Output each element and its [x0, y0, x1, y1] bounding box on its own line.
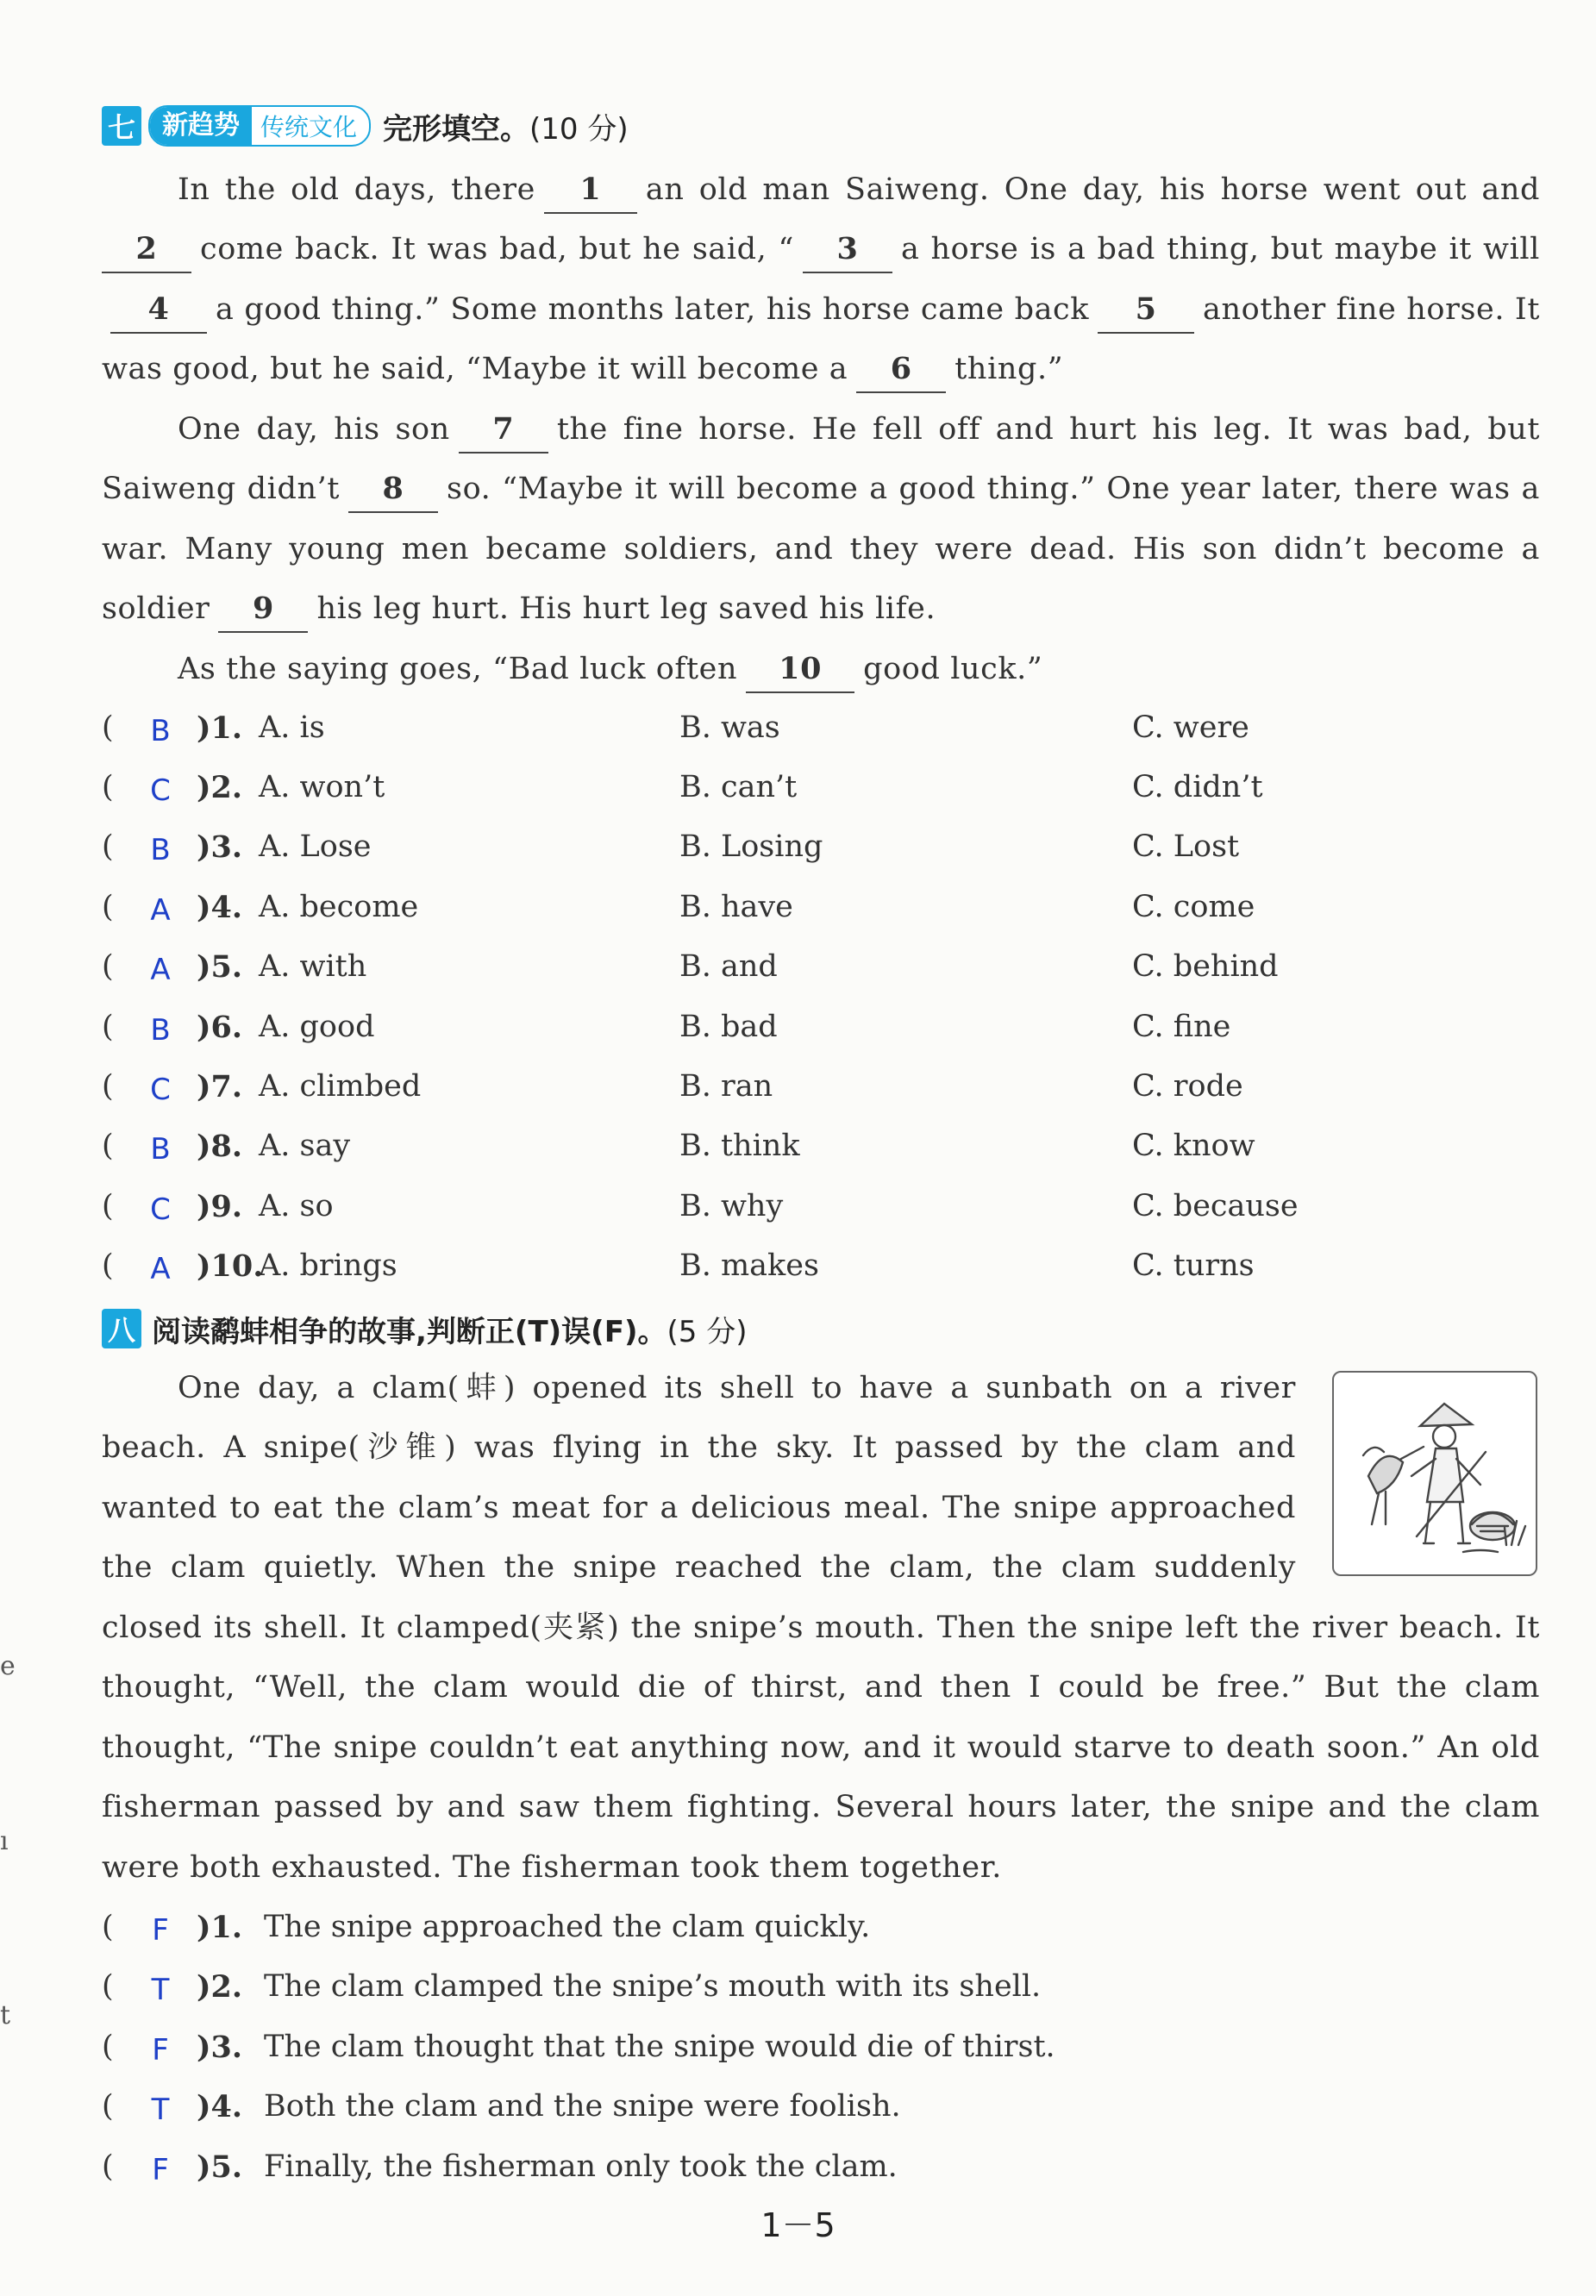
fisherman-illustration	[1332, 1371, 1537, 1576]
statement-number: )3.	[197, 2030, 243, 2065]
trend-sub-label: 传统文化	[260, 113, 358, 141]
choice-row: ( C )2. A. won’t B. can’t C. didn’t	[102, 758, 1550, 817]
cloze-text: good luck.”	[863, 652, 1043, 686]
reading-passage-rest: closed its shell. It clamped(夹紧) the snipe’s mouth. Then the snipe left the river beach. It thought, “Well, the clam would die of thirst, and then I could be free.” But the clam thought, “The snipe couldn’t eat anything now, and it would starve to death soon.” An old fisherman passed by and saw them fighting. Several hours later, the snipe and the clam were both exhausted. The fisherman took them together.	[102, 1611, 1540, 1885]
answer-mark: C	[150, 1192, 171, 1227]
fisherman-drawing-icon	[1334, 1373, 1536, 1574]
edge-fragment: t	[0, 2000, 11, 2030]
option-a: A. good	[259, 1010, 375, 1044]
edge-fragment: ı	[0, 1826, 9, 1856]
answer-mark: C	[150, 1073, 171, 1107]
answer-mark: B	[150, 1013, 171, 1048]
choice-row: ( B )6. A. good B. bad C. fine	[102, 998, 1550, 1057]
option-a: A. with	[259, 949, 367, 984]
page-number: 1－5	[760, 2206, 836, 2244]
answer-mark: B	[150, 833, 171, 867]
cloze-text: an old man Saiweng. One day, his horse went out and	[645, 172, 1540, 207]
blank-1: 1	[544, 167, 637, 214]
blank-3: 3	[803, 227, 892, 273]
question-number: )4.	[197, 890, 243, 925]
choice-row: ( A )5. A. with B. and C. behind	[102, 937, 1550, 997]
statement-text: Both the clam and the snipe were foolish.	[264, 2089, 901, 2124]
answer-mark: A	[150, 893, 171, 928]
trend-tag	[148, 105, 371, 147]
choice-row: ( C )9. A. so B. why C. because	[102, 1177, 1550, 1236]
blank-10: 10	[746, 647, 854, 693]
answer-mark: T	[151, 2093, 170, 2127]
section7-badge: 七	[102, 106, 141, 146]
question-number: )5.	[197, 949, 243, 985]
cloze-text: In the old days, there	[178, 172, 535, 207]
option-a: A. Lose	[259, 829, 372, 864]
option-b: B. was	[679, 710, 780, 745]
option-c: C. turns	[1132, 1248, 1255, 1283]
trend-main-label: 新趋势	[150, 107, 252, 145]
answer-mark: C	[150, 773, 171, 808]
cloze-text: another fine horse. It was good, but he said, “Maybe it will become a	[102, 291, 1540, 387]
statement-text: The snipe approached the clam quickly.	[264, 1910, 871, 1944]
reading-line	[102, 1359, 1296, 1418]
blank-4: 4	[110, 287, 207, 334]
option-b: B. makes	[679, 1248, 819, 1283]
tf-row: ( F )5. Finally, the fisherman only took the clam.	[102, 2137, 1550, 2197]
option-c: C. because	[1132, 1189, 1299, 1223]
option-b: B. and	[679, 949, 778, 984]
cloze-text: a horse is a bad thing, but maybe it will	[900, 232, 1540, 267]
blank-6: 6	[856, 347, 946, 393]
reading-line: beach. A snipe(沙锥) was flying in the sky. It passed by the clam and	[102, 1430, 1296, 1466]
section8-title	[152, 1308, 747, 1350]
option-b: B. can’t	[679, 770, 798, 804]
option-b: B. why	[679, 1189, 784, 1223]
statement-number: )1.	[197, 1910, 243, 1945]
statement-text: The clam thought that the snipe would die of thirst.	[264, 2030, 1055, 2064]
option-a: A. brings	[259, 1248, 397, 1283]
option-b: B. ran	[679, 1069, 773, 1104]
section8-points: (5 分)	[667, 1314, 748, 1349]
cloze-text: the fine horse. He fell off and hurt his leg. It was bad, but Saiweng didn’t	[102, 412, 1541, 507]
choice-row: ( B )3. A. Lose B. Losing C. Lost	[102, 817, 1550, 877]
statement-text: Finally, the fisherman only took the clam.	[264, 2149, 898, 2184]
cloze-text: come back. It was bad, but he said, “	[200, 232, 794, 267]
cloze-text: his leg hurt. His hurt leg saved his life.	[316, 591, 936, 627]
question-number: )9.	[197, 1189, 243, 1224]
answer-mark: T	[151, 1973, 170, 2007]
option-c: C. fine	[1132, 1010, 1231, 1044]
reading-line: the clam quietly. When the snipe reached the clam, the clam suddenly	[102, 1550, 1296, 1586]
section8-title-text: 阅读鹬蚌相争的故事,判断正(T)误(F)。	[152, 1314, 667, 1349]
option-c: C. were	[1132, 710, 1249, 745]
question-number: )10.	[197, 1248, 264, 1284]
tf-row: ( F )1. The snipe approached the clam quickly.	[102, 1898, 1550, 1957]
answer-mark: A	[150, 953, 171, 987]
cloze-paragraph-2	[102, 400, 1540, 640]
question-number: )8.	[197, 1129, 243, 1164]
cloze-text: As the saying goes, “Bad luck often	[178, 652, 738, 686]
reading-line: wanted to eat the clam’s meat for a delicious meal. The snipe approached	[102, 1490, 1296, 1525]
statement-text: The clam clamped the snipe’s mouth with its shell.	[264, 1969, 1042, 2004]
reading-text: One day, a clam(蚌) opened its shell to have a sunbath on a river	[178, 1371, 1296, 1405]
tf-row: ( F )3. The clam thought that the snipe would die of thirst.	[102, 2018, 1550, 2077]
option-b: B. Losing	[679, 829, 823, 864]
statement-number: )4.	[197, 2089, 243, 2124]
choice-row: ( B )1. A. is B. was C. were	[102, 698, 1550, 758]
option-a: A. won’t	[259, 770, 385, 804]
reading-passage-top	[102, 1359, 1296, 1598]
answer-mark: F	[152, 2153, 169, 2187]
option-c: C. Lost	[1132, 829, 1240, 864]
question-number: )7.	[197, 1069, 243, 1104]
statement-number: )2.	[197, 1969, 243, 2005]
option-b: B. think	[679, 1129, 800, 1163]
question-number: )6.	[197, 1010, 243, 1045]
blank-8: 8	[348, 466, 438, 513]
blank-5: 5	[1098, 287, 1194, 334]
cloze-text: One day, his son	[178, 412, 450, 447]
cloze-paragraph-1	[102, 160, 1540, 400]
cloze-text: a good thing.” Some months later, his horse came back	[216, 291, 1090, 327]
tf-row: ( T )4. Both the clam and the snipe were foolish.	[102, 2077, 1550, 2136]
statement-number: )5.	[197, 2149, 243, 2185]
option-a: A. is	[259, 710, 325, 745]
blank-2: 2	[102, 227, 191, 273]
edge-fragment: e	[0, 1651, 16, 1681]
answer-mark: A	[150, 1252, 171, 1286]
blank-9: 9	[218, 586, 308, 633]
tf-row: ( T )2. The clam clamped the snipe’s mouth with its shell.	[102, 1957, 1550, 2017]
option-a: A. become	[259, 890, 419, 924]
option-c: C. know	[1132, 1129, 1255, 1163]
answer-mark: B	[150, 714, 171, 748]
question-number: )2.	[197, 770, 243, 805]
choice-row: ( B )8. A. say B. think C. know	[102, 1117, 1550, 1176]
option-a: A. climbed	[259, 1069, 422, 1104]
cloze-text: so. “Maybe it will become a good thing.” One year later, there was a war. Many young men became soldiers, and they were dead. His son didn’t become a soldier	[102, 472, 1540, 627]
choice-row: ( C )7. A. climbed B. ran C. rode	[102, 1057, 1550, 1117]
blank-7: 7	[459, 407, 548, 454]
option-c: C. behind	[1132, 949, 1279, 984]
option-b: B. have	[679, 890, 793, 924]
section7-header	[102, 102, 629, 150]
option-b: B. bad	[679, 1010, 778, 1044]
section7-title-text: 完形填空。	[383, 111, 530, 147]
answer-mark: B	[150, 1132, 171, 1167]
section8-badge: 八	[102, 1309, 141, 1348]
option-c: C. rode	[1132, 1069, 1243, 1104]
option-a: A. say	[259, 1129, 351, 1163]
question-number: )1.	[197, 710, 243, 746]
question-number: )3.	[197, 829, 243, 865]
option-c: C. didn’t	[1132, 770, 1263, 804]
section8-header	[102, 1304, 747, 1353]
option-c: C. come	[1132, 890, 1255, 924]
option-a: A. so	[259, 1189, 334, 1223]
choice-row: ( A )10. A. brings B. makes C. turns	[102, 1236, 1550, 1296]
choice-row: ( A )4. A. become B. have C. come	[102, 878, 1550, 937]
section7-points: (10 分)	[529, 111, 629, 147]
cloze-paragraph-3	[102, 640, 1540, 699]
answer-mark: F	[152, 1913, 169, 1948]
cloze-text: thing.”	[954, 352, 1064, 387]
section7-title	[383, 105, 629, 147]
answer-mark: F	[152, 2033, 169, 2068]
